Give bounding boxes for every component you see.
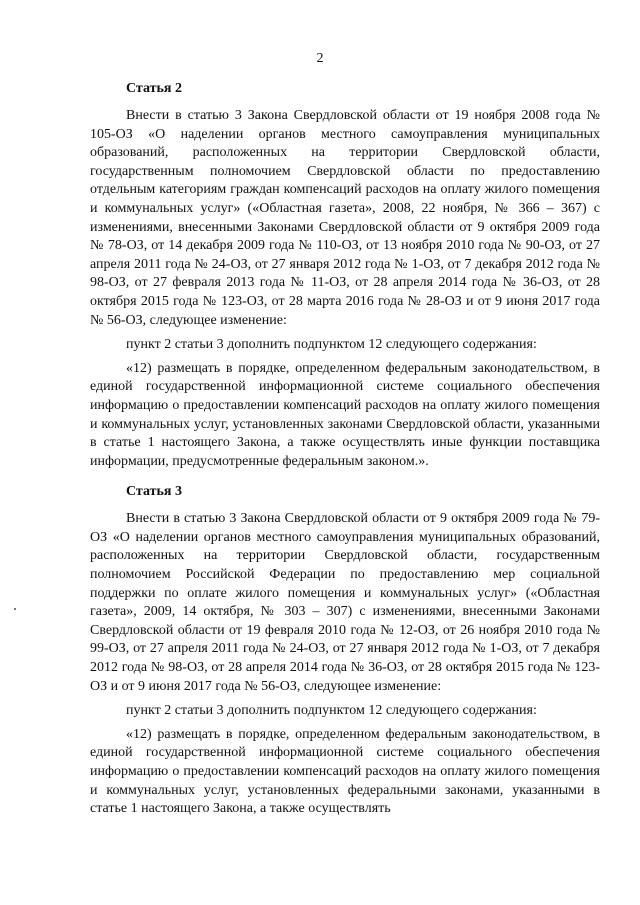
article-2: [90, 80, 600, 471]
article-3: [90, 483, 600, 819]
document-body: [90, 80, 600, 825]
page-number: 2: [316, 51, 324, 66]
scan-speck: [14, 608, 16, 610]
article-3-intro: Внести в статью 3 Закона Свердловской области от 9 октября 2009 года № 79-ОЗ «О наделении органов местного самоуправления муниципальных образований, расположенных на территории Свердловской области, государственным полномочием Российской Федерации по предоставлению мер социальной поддержки по оплате жилого помещения и коммунальных услуг» («Областная газета», 2009, 14 октября, № 303 – 307) с изменениями, внесенными Законами Свердловской области от 19 февраля 2010 года № 12-ОЗ, от 26 ноября 2010 года № 99-ОЗ, от 27 апреля 2011 года № 24-ОЗ, от 27 января 2012 года № 1-ОЗ, от 7 декабря 2012 года № 98-ОЗ, от 28 апреля 2014 года № 36-ОЗ, от 28 октября 2015 года № 123-ОЗ и от 9 июня 2017 года № 56-ОЗ, следующее изменение:: [90, 511, 600, 694]
article-2-intro: Внести в статью 3 Закона Свердловской области от 19 ноября 2008 года № 105-ОЗ «О наделении органов местного самоуправления муниципальных образований, расположенных на территории Свердловской области, государственным полномочием Свердловской области по предоставлению отдельным категориям граждан компенсаций расходов на оплату жилого помещения и коммунальных услуг» («Областная газета», 2008, 22 ноября, № 366 – 367) с изменениями, внесенными Законами Свердловской области от 9 октября 2009 года № 78-ОЗ, от 14 декабря 2009 года № 110-ОЗ, от 13 ноября 2010 года № 90-ОЗ, от 27 апреля 2011 года № 24-ОЗ, от 27 января 2012 года № 1-ОЗ, от 7 декабря 2012 года № 98-ОЗ, от 27 февраля 2013 года № 11-ОЗ, от 28 апреля 2014 года № 36-ОЗ, от 28 октября 2015 года № 123-ОЗ, от 28 марта 2016 года № 28-ОЗ и от 9 июня 2017 года № 56-ОЗ, следующее изменение:: [90, 108, 600, 328]
article-3-quote: «12) размещать в порядке, определенном федеральным законодательством, в единой государственной информационной системе социального обеспечения информацию о предоставлении компенсаций расходов на оплату жилого помещения и коммунальных услуг, установленных федеральными законами, указанными в статье 1 настоящего Закона, а также осуществлять: [90, 726, 600, 817]
article-2-heading: Статья 2: [126, 81, 182, 96]
article-2-quote: «12) размещать в порядке, определенном федеральным законодательством, в единой государственной информационной системе социального обеспечения информацию о предоставлении компенсаций расходов на оплату жилого помещения и коммунальных услуг, установленных законами Свердловской области, указанными в статье 1 настоящего Закона, а также осуществлять иные функции поставщика информации, предусмотренные федеральным законом.».: [90, 360, 600, 469]
article-3-heading: Статья 3: [126, 484, 182, 500]
article-2-instruction: пункт 2 статьи 3 дополнить подпунктом 12 следующего содержания:: [126, 337, 537, 353]
article-3-instruction: пункт 2 статьи 3 дополнить подпунктом 12 следующего содержания:: [126, 703, 537, 719]
